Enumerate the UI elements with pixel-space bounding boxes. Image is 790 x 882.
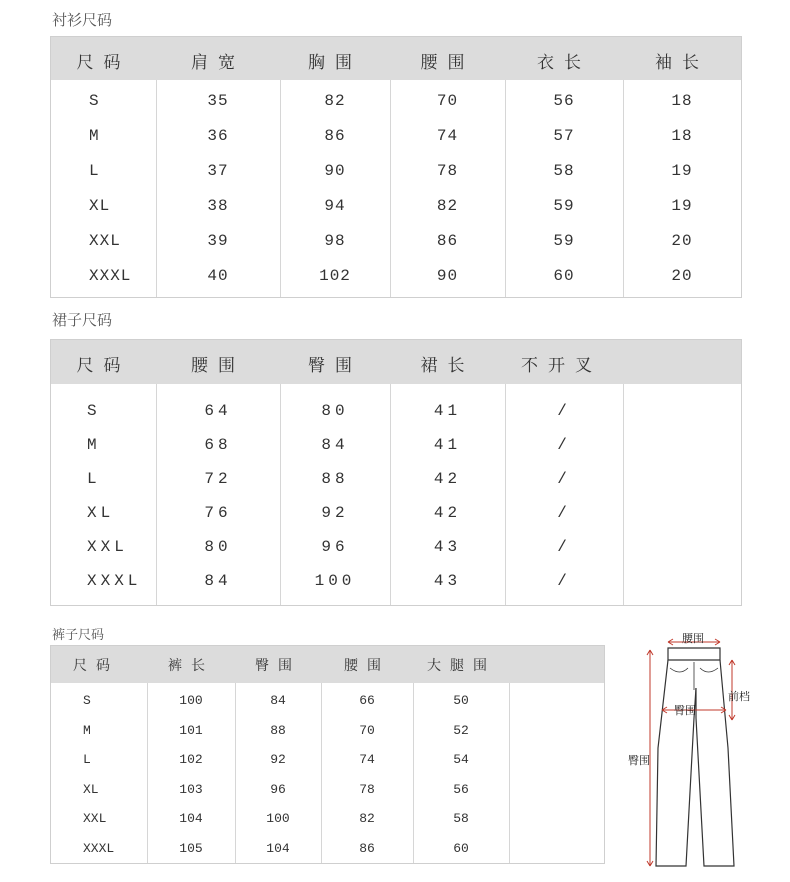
pants-cell: 82	[359, 811, 375, 826]
pants-cell: 52	[453, 722, 469, 738]
skirt-size-table	[50, 339, 742, 606]
shirt-cell: 98	[324, 232, 346, 250]
shirt-header-2: 胸围	[308, 53, 362, 73]
shirt-cell: 82	[324, 92, 346, 110]
shirt-cell: 58	[553, 162, 575, 180]
skirt-cell: 84	[204, 572, 232, 590]
shirt-cell: 37	[207, 162, 229, 180]
skirt-cell: 64	[204, 402, 232, 420]
shirt-cell: 35	[207, 92, 229, 110]
skirt-size-label: XL	[87, 504, 115, 522]
shirt-section-title: 衬衫尺码	[52, 11, 113, 29]
pants-header-0: 尺码	[73, 658, 119, 674]
skirt-cell: 43	[433, 538, 462, 556]
skirt-cell: 41	[433, 402, 462, 420]
shirt-column-divider	[156, 80, 157, 297]
shirt-header-3: 腰围	[420, 53, 475, 73]
shirt-cell: 18	[671, 92, 693, 110]
skirt-cell: /	[557, 572, 571, 590]
pants-cell: 66	[359, 693, 375, 708]
diagram-crotch-label: 前档	[728, 690, 750, 703]
pants-cell: 56	[453, 781, 469, 797]
pants-cell: 58	[453, 811, 469, 826]
shirt-cell: 19	[671, 162, 693, 180]
skirt-cell: 80	[204, 538, 232, 556]
skirt-header-3: 裙长	[420, 356, 475, 376]
skirt-cell: /	[557, 402, 571, 420]
shirt-size-label: XXXL	[89, 267, 132, 285]
shirt-header-1: 肩宽	[191, 53, 245, 73]
skirt-size-label: L	[87, 470, 101, 488]
shirt-cell: 18	[671, 127, 693, 145]
pants-column-divider	[413, 683, 414, 863]
shirt-cell: 39	[207, 232, 229, 250]
shirt-cell: 36	[207, 127, 229, 145]
skirt-cell: 88	[321, 470, 349, 488]
pants-size-label: XXXL	[83, 840, 115, 856]
pants-cell: 100	[179, 693, 203, 708]
shirt-cell: 82	[436, 197, 459, 215]
pants-cell: 102	[179, 752, 203, 767]
shirt-cell: 60	[553, 267, 575, 285]
skirt-cell: 92	[321, 504, 349, 522]
pants-column-divider	[321, 683, 322, 863]
pants-header-1: 裤长	[168, 658, 214, 674]
skirt-cell: 68	[204, 436, 232, 454]
shirt-header-4: 衣长	[537, 53, 591, 73]
shirt-cell: 20	[671, 232, 693, 250]
skirt-cell: /	[557, 504, 571, 522]
shirt-size-label: S	[89, 92, 100, 110]
shirt-cell: 74	[436, 127, 459, 145]
trousers-outline-icon	[628, 628, 790, 878]
skirt-cell: 96	[321, 538, 349, 556]
shirt-cell: 57	[553, 127, 575, 145]
diagram-hip-label: 臀围	[674, 704, 696, 717]
skirt-header-2: 臀围	[308, 356, 362, 376]
skirt-cell: /	[557, 436, 571, 454]
skirt-cell: 41	[433, 436, 462, 454]
shirt-header-5: 袖长	[655, 53, 709, 73]
shirt-cell: 86	[324, 127, 346, 145]
pants-cell: 103	[179, 781, 203, 797]
pants-header-2: 臀围	[255, 658, 301, 674]
pants-cell: 86	[359, 840, 375, 856]
pants-cell: 88	[270, 722, 286, 738]
shirt-cell: 90	[324, 162, 346, 180]
skirt-size-label: XXXL	[87, 572, 142, 590]
pants-cell: 84	[270, 693, 286, 708]
skirt-cell: 76	[204, 504, 232, 522]
shirt-cell: 78	[436, 162, 459, 180]
pants-cell: 60	[453, 840, 469, 856]
pants-cell: 96	[270, 781, 286, 797]
shirt-cell: 86	[436, 232, 459, 250]
pants-cell: 104	[179, 811, 203, 826]
shirt-cell: 38	[207, 197, 229, 215]
pants-section-title: 裤子尺码	[52, 628, 105, 643]
pants-size-label: XL	[83, 781, 99, 797]
skirt-cell: 84	[321, 436, 349, 454]
skirt-cell: 100	[314, 572, 356, 590]
trousers-diagram	[628, 628, 790, 878]
pants-column-divider	[147, 683, 148, 863]
pants-cell: 70	[359, 722, 375, 738]
shirt-cell: 19	[671, 197, 693, 215]
diagram-length-label: 臀围	[628, 754, 650, 767]
skirt-cell: /	[557, 538, 571, 556]
skirt-size-label: S	[87, 402, 101, 420]
pants-size-table	[50, 645, 605, 864]
shirt-cell: 90	[436, 267, 459, 285]
pants-header-3: 腰围	[344, 658, 390, 674]
skirt-section-title: 裙子尺码	[52, 311, 113, 329]
shirt-cell: 56	[553, 92, 575, 110]
skirt-header-0: 尺码	[76, 356, 131, 376]
pants-cell: 104	[266, 840, 290, 856]
skirt-size-label: XXL	[87, 538, 128, 556]
diagram-waist-label: 腰围	[682, 632, 704, 645]
shirt-size-label: M	[89, 127, 100, 145]
pants-size-label: XXL	[83, 811, 107, 826]
pants-column-divider	[509, 683, 510, 863]
shirt-column-divider	[623, 80, 624, 297]
skirt-cell: 72	[204, 470, 232, 488]
pants-cell: 92	[270, 752, 286, 767]
pants-column-divider	[235, 683, 236, 863]
pants-cell: 50	[453, 693, 469, 708]
pants-header-4: 大腿围	[427, 658, 496, 674]
skirt-cell: 80	[321, 402, 349, 420]
pants-cell: 74	[359, 752, 375, 767]
pants-size-label: L	[83, 752, 91, 767]
skirt-cell: 42	[433, 470, 462, 488]
pants-cell: 78	[359, 781, 375, 797]
pants-cell: 54	[453, 752, 469, 767]
skirt-header-4: 不开叉	[521, 356, 602, 376]
skirt-column-divider	[623, 384, 624, 605]
shirt-cell: 59	[553, 197, 575, 215]
shirt-cell: 94	[324, 197, 346, 215]
shirt-cell: 70	[436, 92, 459, 110]
shirt-cell: 40	[207, 267, 229, 285]
shirt-column-divider	[505, 80, 506, 297]
shirt-cell: 102	[319, 267, 351, 285]
skirt-cell: 42	[433, 504, 462, 522]
shirt-column-divider	[390, 80, 391, 297]
pants-size-label: S	[83, 693, 91, 708]
skirt-cell: /	[557, 470, 571, 488]
shirt-column-divider	[280, 80, 281, 297]
shirt-header-0: 尺码	[76, 53, 131, 73]
skirt-header-1: 腰围	[191, 356, 245, 376]
pants-cell: 105	[179, 840, 203, 856]
shirt-size-label: L	[89, 162, 100, 180]
shirt-size-label: XL	[89, 197, 111, 215]
skirt-size-label: M	[87, 436, 101, 454]
pants-cell: 100	[266, 811, 290, 826]
shirt-cell: 59	[553, 232, 575, 250]
shirt-size-label: XXL	[89, 232, 121, 250]
shirt-cell: 20	[671, 267, 693, 285]
shirt-size-table	[50, 36, 742, 298]
pants-size-label: M	[83, 722, 91, 738]
skirt-cell: 43	[433, 572, 462, 590]
pants-cell: 101	[179, 722, 203, 738]
